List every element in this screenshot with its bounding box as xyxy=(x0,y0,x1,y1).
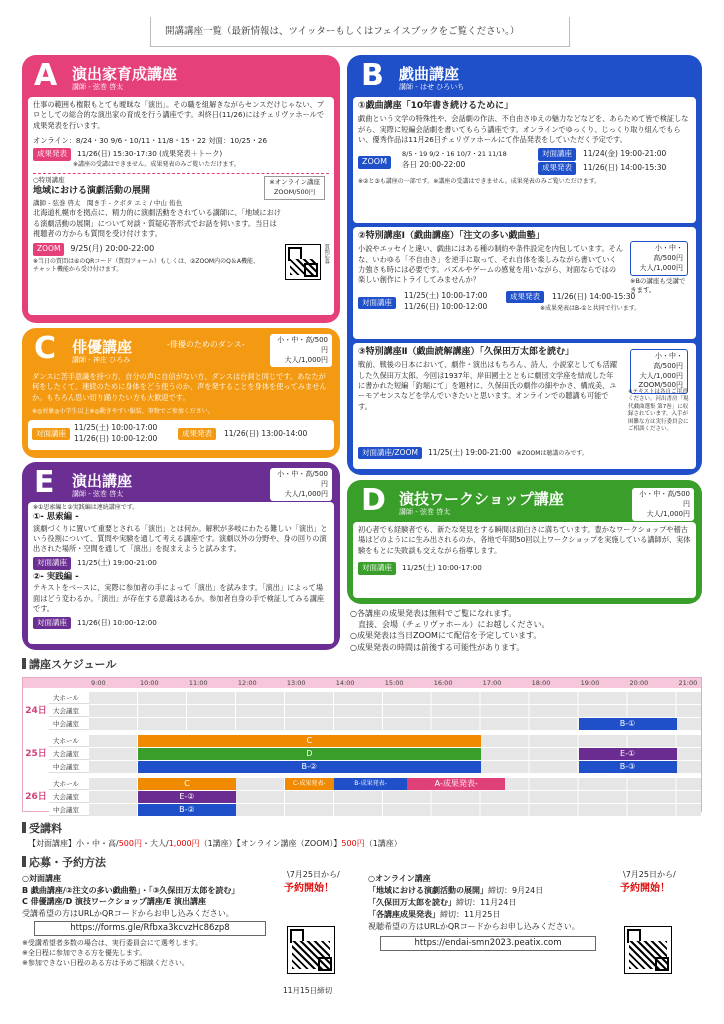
apply-face-url[interactable]: https://forms.gle/Rfbxa3kcvzHc86zp8 xyxy=(70,923,230,934)
room-label: 中会議室 xyxy=(49,761,89,773)
card-d-price xyxy=(632,488,694,521)
card-b-s1-zoom: ZOOM xyxy=(358,156,391,169)
page-title: 開講講座一覧（最新情報は、ツイッターもしくはフェイスブックをご覧ください。） xyxy=(165,26,520,37)
apply-online-name: 「地域における演劇活動の展開」 xyxy=(368,886,488,895)
card-b-title: 戯曲講座 xyxy=(399,65,460,83)
card-a-qr-caption: 質問応募 xyxy=(323,244,330,265)
card-c-title: 俳優講座 xyxy=(72,338,133,356)
card-c-face-2: 11/26(日) 10:00-12:00 xyxy=(74,434,158,443)
room-label: 中会議室 xyxy=(49,718,89,730)
schedule-bar: B-① xyxy=(579,718,677,730)
card-b-s2-price xyxy=(630,241,688,276)
apply-online-head: ○オンライン講座 xyxy=(368,874,431,883)
card-c-price-1: 小・中・高/500円 xyxy=(277,336,328,354)
card-b-s1-desc: 戯曲という文学の特殊性や、会話劇の作法、不自由さゆえの魅力などなどを、あらためて皆で検証しながら、実際に短編会話劇を書いてもらう講座です。オンラインでゆっくり、じっくり取り組んでもらい、優秀作品は11月26日チェリヴァホールにて作品発表をしていただく予定です。 xyxy=(358,114,689,145)
card-e-s1-desc: 演劇づくりに置いて重要とされる「演出」とは何か。解釈が多岐にわたる難しい「演出」という役割について、質問や実験を通して考える講座です。演劇以外の分野や、身の回りの演出された場所・空間を通して「演出」を捉まえようと試みます。 xyxy=(33,523,328,554)
fee-suffix-2: （1講座） xyxy=(364,839,402,848)
heading-marker xyxy=(22,856,26,867)
day-label: 24日 xyxy=(25,706,47,717)
schedule-bar: B-③ xyxy=(579,761,677,773)
card-a-special-lecturer: 講師 - 弦巻 啓太 聞き手 - クボタ エミ / 中山 侑也 xyxy=(33,199,182,208)
card-b-s2-face: 11/25(土) 10:00-17:00 xyxy=(404,290,488,300)
card-e-title: 演出講座 xyxy=(72,472,133,490)
apply-online-url[interactable]: https://endai-smn2023.peatix.com xyxy=(414,938,562,948)
apply-face-deadline: 11月15日締切 xyxy=(283,986,333,995)
card-e-s2-label: 対面講座 xyxy=(33,617,71,630)
card-a-online: オンライン：8/24・30 9/6・10/11・11/8・15・22 対面：10/25・26 xyxy=(33,136,268,145)
card-a-title: 演出家育成講座 xyxy=(72,65,178,83)
card-a-special xyxy=(33,173,329,274)
card-d-lecturer: 講師 - 弦巻 啓太 xyxy=(399,508,451,516)
card-e-s2-title: ②- 実践編 - xyxy=(33,571,79,582)
card-a-online-tag: ※オンライン講座 xyxy=(269,178,320,187)
apply-face-line: C 俳優講座/D 演技ワークショップ講座/E 演出講座 xyxy=(22,897,207,907)
card-d-price-1: 小・中・高/500円 xyxy=(639,490,690,508)
apply-online-deadline: 締切：9月24日 xyxy=(488,886,544,895)
apply-face-note: ※参加できない日程のある方は予めご相談ください。 xyxy=(22,958,189,967)
room-label: 中会議室 xyxy=(49,804,89,816)
card-b-s2-face-label: 対面講座 xyxy=(358,297,396,309)
schedule-row xyxy=(89,705,701,717)
apply-face-note: ※全日程に参加できる方を優先します。 xyxy=(22,948,147,957)
card-a-desc: 仕事の範囲も権限もとても曖昧な「演出」。その職を組解きながらセンスだけじゃない、プロとしての総合的な演出家の育成を行う講座です。최終日(11/26)にはチェリヴァホールで成果発表を行います。 xyxy=(33,100,325,130)
card-b-s2-sched xyxy=(358,289,691,319)
card-c-price xyxy=(270,334,332,367)
fee-prefix: 【対面講座】小・中・高/ xyxy=(28,839,119,848)
apply-online-start: \7月25日から/ xyxy=(623,870,676,879)
card-e-s1-label: 対面講座 xyxy=(33,557,71,570)
time-tick: 18:00 xyxy=(531,679,551,687)
time-tick: 16:00 xyxy=(433,679,453,687)
card-b-s3-side: ※テキストは各自ご用意ください。河出書房「現代戯曲選集 第7巻」に収録されています。入手が困難な方は実行委員会にご相談ください。 xyxy=(628,389,689,433)
schedule-grid xyxy=(22,677,702,812)
card-c-sub: -俳優のためのダンス- xyxy=(167,340,245,349)
apply-online-desc: 視聴希望の方はURLかQRコードからお申し込みください。 xyxy=(368,922,580,931)
note-line: ○各講座の成果発表は無料でご覧になれます。 xyxy=(350,609,517,618)
heading-marker xyxy=(22,658,26,669)
card-b-s2-res: 11/26(日) 14:00-15:30 xyxy=(552,291,636,301)
card-b-s3-desc: 戦前、戦後の日本において、劇作・演出はもちろん、詩人、小説家としても活躍した久保田万太郎。今回は1937年、岸田國士とともに劇団文学座を結成した年に書かれた短編「釣堀にて」を題材に、久保田氏の劇作の細やかさ、構成美、ユーモアセンスなどを学んでいきたいと思います。オンラインでの聴講も可能です。 xyxy=(358,360,618,411)
note-line: ○成果発表は当日ZOOMにて配信を予定しています。 xyxy=(350,631,542,641)
card-b-s1-face: 11/24(金) 19:00-21:00 xyxy=(583,149,667,159)
apply-face-note: ※受講希望者多数の場合は、実行委員会にて選考します。 xyxy=(22,938,203,947)
card-a-special-title: 地域における演劇活動の展開 xyxy=(33,186,151,197)
time-tick: 15:00 xyxy=(384,679,404,687)
card-b-s2 xyxy=(353,227,696,339)
card-e-note: ※①思索編と②実践編は連続講座です。 xyxy=(33,504,139,511)
apply-title: 応募・予約方法 xyxy=(29,856,106,869)
card-b-lecturer: 講師 - はせ ひろいち xyxy=(399,83,465,91)
card-a-online-price: ZOOM/500円 xyxy=(273,188,316,197)
time-tick: 13:00 xyxy=(286,679,306,687)
card-e-s1-date: 11/25(土) 19:00-21:00 xyxy=(77,557,157,567)
card-a-result-label: 成果発表 xyxy=(33,148,71,161)
card-b-s3-face: 11/25(土) 19:00-21:00 xyxy=(427,448,512,457)
card-e xyxy=(22,462,340,650)
room-label: 大会議室 xyxy=(49,705,89,717)
time-tick: 9:00 xyxy=(91,679,106,687)
schedule-bar: E-① xyxy=(579,748,677,760)
apply-heading xyxy=(22,856,106,871)
card-b-s3-title: ③特別講座Ⅱ（戯曲読解講座）「久保田万太郎を読む」 xyxy=(358,347,575,357)
room-label: 大ホール xyxy=(49,735,89,747)
card-a-letter: A xyxy=(34,58,58,93)
card-b-s2-price-1: 小・中・高/500円 xyxy=(653,244,683,262)
card-d-row xyxy=(358,562,691,575)
room-label: 大ホール xyxy=(49,692,89,704)
apply-face-start: \7月25日から/ xyxy=(287,870,340,879)
card-e-s1-title: ①- 思索編 - xyxy=(33,512,79,523)
fee-mid: ・大人/ xyxy=(141,839,169,848)
card-b-s1-res-label: 成果発表 xyxy=(538,162,576,174)
schedule-bar: B-② xyxy=(138,761,481,773)
card-a-special-price xyxy=(264,176,325,200)
fee-price-online: 500円 xyxy=(341,839,365,848)
card-a-zoom-text: 9/25(月) 20:00-22:00 xyxy=(70,244,155,254)
card-d-body xyxy=(353,522,696,598)
card-a-note: ※講座の受講はできません。成果発表のみご覧いただけます。 xyxy=(73,161,240,169)
apply-online-item xyxy=(368,897,618,909)
apply-online-item xyxy=(368,885,618,897)
apply-online-name: 「各講座成果発表」 xyxy=(368,910,440,919)
schedule-bar: E-② xyxy=(138,791,236,803)
day-label: 26日 xyxy=(25,792,47,803)
fee-heading xyxy=(22,822,62,837)
card-b-s2-title: ②特別講座Ⅰ（戯曲講座）「注文の多い戯曲塾」 xyxy=(358,231,545,241)
card-b-s2-res-note: ※成果発表はB-①と共同で行います。 xyxy=(540,304,641,312)
schedule-bar: C xyxy=(138,735,481,747)
schedule-heading xyxy=(22,658,116,673)
card-c-note: ※◎対象◎小学生以上※◎動きやすい服装、筆物でご参加ください。 xyxy=(32,408,214,415)
time-tick: 10:00 xyxy=(139,679,159,687)
schedule-bar: B-成果発表- xyxy=(334,778,407,790)
schedule-bar: C-成果発表- xyxy=(285,778,334,790)
fee-price-adult: 1,000円 xyxy=(168,839,200,848)
apply-online xyxy=(368,873,618,951)
card-e-s2-date: 11/26(日) 10:00-12:00 xyxy=(77,617,157,627)
card-b-s1-res: 11/26(日) 14:00-15:30 xyxy=(583,163,667,173)
apply-online-item xyxy=(368,909,618,921)
card-b-s1-title: ①戯曲講座「10年書き続けるために」 xyxy=(358,101,514,111)
card-e-body xyxy=(28,502,334,644)
card-e-lecturer: 講師 - 弦巻 啓太 xyxy=(72,490,124,498)
result-notes xyxy=(350,608,710,653)
apply-face-line: B 戯曲講座/②注文の多い戯曲塾」・「③久保田万太郎を読む」 xyxy=(22,885,240,895)
fee-suffix-1: （1講座）【オンライン講座（ZOOM）】 xyxy=(199,839,342,848)
heading-marker xyxy=(22,822,26,833)
fee-price-child: 500円 xyxy=(118,839,142,848)
schedule-row xyxy=(89,692,701,704)
card-e-price-1: 小・中・高/500円 xyxy=(277,470,328,488)
card-b-s1 xyxy=(353,97,696,223)
card-c-result: 11/26(日) 13:00-14:00 xyxy=(224,429,308,438)
apply-online-qr-code[interactable] xyxy=(624,926,672,974)
fee-title: 受講料 xyxy=(29,822,62,835)
card-b-s1-face-label: 対面講座 xyxy=(538,148,576,160)
card-b-s1-sched xyxy=(358,148,691,178)
card-e-s2-row xyxy=(33,617,329,630)
card-b-s2-price-2: 大人/1,000円 xyxy=(639,263,683,272)
card-b-s1-time: 各日 20:00-22:00 xyxy=(402,160,466,170)
card-b-s2-face-2: 11/26(日) 10:00-12:00 xyxy=(404,301,488,311)
card-d-desc: 初心者でも経験者でも、新たな発見をする瞬間は面白さに満ちています。豊かなワークショップや稽古場はどのようにに生み出されるのか、各地で年間50回以上ワークショップを実施している講師が、実体験をもとに失敗談も交えながら指導します。 xyxy=(358,525,691,555)
schedule-title: 講座スケジュール xyxy=(29,658,117,671)
apply-online-open: 予約開始！ xyxy=(620,883,670,894)
card-c-face-1: 11/25(土) 10:00-17:00 xyxy=(74,423,158,432)
card-b-s1-note: ※②と③も講座の一部です。※講座の受講はできません。成果発表のみご覧いただけます。 xyxy=(358,178,601,186)
card-b-s3-price-2: 大人/1,000円 xyxy=(639,371,683,380)
card-b-s2-side: ※Bの講座も受講できます。 xyxy=(630,277,686,294)
time-tick: 12:00 xyxy=(237,679,257,687)
apply-online-name: 「久保田万太郎を読む」 xyxy=(368,898,456,907)
card-b-s3-face-note: ※ZOOMは聴講のみです。 xyxy=(516,450,588,457)
schedule-bar: C xyxy=(138,778,236,790)
schedule-bar: B-② xyxy=(138,804,236,816)
card-d-letter: D xyxy=(361,483,386,518)
apply-online-url-box[interactable] xyxy=(380,936,596,951)
card-c-result-label: 成果発表 xyxy=(178,428,216,440)
card-e-s1-row xyxy=(33,557,329,570)
card-c xyxy=(22,328,340,458)
apply-face-desc: 受講希望の方はURLかQRコードからお申し込みください。 xyxy=(22,908,234,918)
room-label: 大会議室 xyxy=(49,791,89,803)
note-line: 直接、会場（チェリヴァホール）にお越しください。 xyxy=(350,620,550,630)
card-e-letter: E xyxy=(34,465,55,500)
apply-online-deadline: 締切：11月25日 xyxy=(440,910,501,919)
card-a-lecturer: 講師 - 弦巻 啓太 xyxy=(72,83,124,91)
time-tick: 19:00 xyxy=(580,679,600,687)
card-e-price xyxy=(270,468,332,501)
card-b-s3 xyxy=(353,343,696,469)
card-c-lecturer: 講師 - 神庄 ひろみ xyxy=(72,356,131,364)
card-a-special-tag: ○特別講座 xyxy=(33,176,65,185)
card-a-qr-code[interactable] xyxy=(285,244,321,280)
card-a-special-desc: 北海道札幌市を拠点に、精力的に演劇活動をされている講師に、「地域における演劇活動の展開」について対談・質疑応答形式でお話を伺います。当日は視聴者の方からも質問を受け付けます。 xyxy=(33,208,281,238)
card-b-s3-price-1: 小・中・高/500円 xyxy=(653,352,683,370)
card-b-s3-row xyxy=(358,447,588,459)
card-a-zoom-label: ZOOM xyxy=(33,243,64,256)
time-tick: 21:00 xyxy=(678,679,698,687)
card-c-face-label: 対面講座 xyxy=(32,428,70,440)
apply-face-qr-code[interactable] xyxy=(287,926,335,974)
card-d-date: 11/25(土) 10:00-17:00 xyxy=(402,563,482,573)
card-c-desc: ダンスに苦手意識を持つ方、自分の声に自信がない方、ダンスは台詞と同じです。あなたが何をしたくて、連続のために身体をどう使うのか、声を発することを身体を使ってみませんか。もちろん思い切り踊りたい方も大歓迎です。 xyxy=(32,372,327,402)
time-tick: 11:00 xyxy=(188,679,208,687)
card-d-title: 演技ワークショップ講座 xyxy=(399,490,564,508)
card-a-zoom-note: ※当日の質問は⑥のQRコード（質問フォーム）もしくは、②ZOOM内のQ＆A機能、チャット機能から受け付けます。 xyxy=(33,258,259,274)
card-c-price-2: 大人/1,000円 xyxy=(284,355,328,364)
card-e-price-2: 大人/1,000円 xyxy=(284,489,328,498)
day-label: 25日 xyxy=(25,749,47,760)
schedule-bar: A-成果発表- xyxy=(407,778,505,790)
fee-line xyxy=(28,839,402,850)
card-b-s2-desc: 小説やエッセイと違い、戯曲にはある種の制約や条件設定を内包しています。そんな、いわゆる「不自由さ」を逆手に取って、それ自体を楽しみながら書いていく力強さも時には必要です。パズルやゲームの感覚を用いながら、対面ならではの楽しい創作にトライしてみませんか？ xyxy=(358,244,624,285)
card-a xyxy=(22,55,340,323)
card-a-result-text: 11/26(日) 15:30-17:30 (成果発表＋トーク) xyxy=(77,149,223,159)
apply-face-head: ○対面講座 xyxy=(22,874,61,883)
apply-face-url-box[interactable] xyxy=(34,921,266,935)
room-label: 大ホール xyxy=(49,778,89,790)
time-tick: 14:00 xyxy=(335,679,355,687)
card-c-letter: C xyxy=(34,331,57,366)
room-label: 大会議室 xyxy=(49,748,89,760)
card-d-label: 対面講座 xyxy=(358,562,396,575)
card-d xyxy=(347,480,702,604)
card-b xyxy=(347,55,702,475)
card-b-s3-price xyxy=(630,349,688,394)
schedule-bar: D xyxy=(138,748,481,760)
card-b-s1-dates: 8/5・19 9/2・16 10/7・21 11/18 xyxy=(402,150,507,159)
time-tick: 17:00 xyxy=(482,679,502,687)
card-a-body xyxy=(28,97,334,315)
card-d-price-2: 大人/1,000円 xyxy=(646,509,690,518)
apply-face-open: 予約開始！ xyxy=(284,883,334,894)
card-b-s2-res-label: 成果発表 xyxy=(506,291,544,303)
card-e-s2-desc: テキストをベースに、実際に参加者の手によって「演出」を試みます。「演出」によって場面はどう変わるか。「演出」が存在する意義はあるか。参加者自身の手で検証してみる講座です。 xyxy=(33,583,325,614)
card-c-schedule xyxy=(28,420,334,450)
note-line: ○成果発表の時間は前後する可能性があります。 xyxy=(350,642,525,652)
card-a-result-row xyxy=(33,148,329,161)
card-b-letter: B xyxy=(361,58,384,93)
card-b-s3-price-3: ZOOM/500円 xyxy=(638,381,683,390)
apply-online-deadline: 締切：11月24日 xyxy=(456,898,517,907)
card-b-s3-face-label: 対面講座/ZOOM xyxy=(358,447,422,459)
time-tick: 20:00 xyxy=(629,679,649,687)
